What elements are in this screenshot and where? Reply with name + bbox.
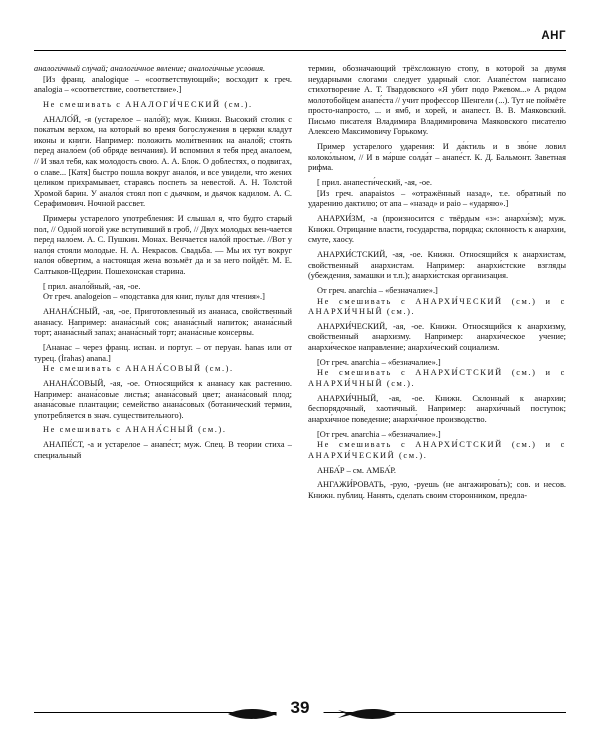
entry-paragraph: Примеры устарелого употребления: И слышал я, что будто старый пол, // Одной ногой уже вступивший в гроб, // Двух молодых вен-чается перед нало́ем. А. С. Пушкин. Монах. Венчается нало́й простые. //Вот у нало́я стояли молодые. Н. А. Некрасов. Свадьба. — Мы их тут вокруг нало́я обвертим, а настоящая жена возьмёт да и за него пойдёт. М. Е. Салтыков-Щедрин. Пошехонская старина.: [34, 214, 292, 276]
etymology-note: [От греч. anarchia – «безначалие».]: [317, 357, 441, 367]
cross-reference: Не смешивать с АНАРХИ́СТСКИЙ (см.) и с АНАРХИ́ЧЕСКИЙ (см.).: [308, 440, 566, 460]
left-column: [34, 64, 292, 712]
page-number: 39: [277, 698, 324, 718]
entry-paragraph: термин, обозначающий трёхсложную стопу, в которой за двумя неударными слогами следует ударный слог. Анапе́стом написано стихотворение А. Т. Твардовского «Я убит подо Ржевом...» А рядом молотобойцем анапе́ста // учит профессор Шенгели (...). Тут не поймёте просто-напросто, ... и ямб, и хорей, и анапест. В. В. Маяковский. Письмо писателя Владимира Владимировича Маяковского писателю Алексею Максимовичу Горькому.: [308, 64, 566, 137]
etymology-note: От греч. anarchia – «безначалие».]: [317, 285, 438, 295]
entry-paragraph: Пример устарелого ударения: И да́ктиль и в зво́не ловил колоко́льном, // И в ма́рше солда́т – анапе́ст. К. Д. Бальмонт. Заветная рифма.: [308, 142, 566, 173]
right-column: [308, 64, 566, 712]
etymology-note: От греч. analogeion – «подставка для книг, пульт для чтения».]: [43, 292, 265, 302]
entry-paragraph: [Из франц. analogique – «соответствующий»; восходит к греч. analogia – «соответствие, соответствие».]: [34, 74, 292, 95]
cross-reference: Не смешивать с АНАРХИ́ЧЕСКИЙ (см.) и с АНАРХИ́ЧНЫЙ (см.).: [308, 296, 566, 317]
etymology-note: [От греч. anarchia – «безначалие».]: [317, 429, 441, 439]
entry-ananasnyy: АНАНА́СНЫЙ, -ая, -ое. Приготовленный из ананаса, свойственный ананасу. Например: анана́сный сок; анана́сный напиток; анана́сный торт; анана́сный запах; анана́сный торт; анана́сные консервы.: [34, 307, 292, 338]
entry-paragraph: [ прил. анало́йный, -ая, -ое.: [43, 281, 141, 291]
header-divider: [34, 50, 566, 51]
page-header: [34, 30, 566, 56]
cross-reference: Не смешивать с АНАНА́СОВЫЙ (см.).: [43, 364, 234, 374]
entry-anarhizm: АНАРХИ́ЗМ, -а (произносится с твёрдым «з»: анархи́зм); муж. Книжн. Отрицание власти, государства, порядка; склонность к анархии, смуте, хаосу.: [308, 214, 566, 245]
entry-ananasovyy: АНАНА́СОВЫЙ, -ая, -ое. Относящийся к ананасу как растению. Например: анана́совые листья; анана́совый цвет; анана́совый плод; анана́совые плантации; семейство анана́совых (ботанический термин, употребляется в знач. существительного).: [34, 378, 292, 420]
entry-anbar: АНБА́Р – см. АМБА́Р.: [317, 465, 397, 475]
etymology-note: [Из греч. anapaistos – «отражённый назад», т.е. обратный по ударению дактилю; от апа – «назад» и paio – «ударяю».]: [308, 188, 566, 209]
cross-reference: Не смешивать с АНАНА́СНЫЙ (см.).: [43, 425, 227, 435]
etymology-note: [Ананас – через франц. испан. и португ. – от перуан. hanas или от турец. (İrahas) anana.]: [34, 343, 292, 363]
entry-anarhichnyy: АНАРХИ́ЧНЫЙ, -ая, -ое. Книжн. Склонный к анархии; беспорядочный, хаотичный. Например: анархи́чный поступок; анархи́чное поведение; анархи́чное производство.: [308, 393, 566, 424]
entry-paragraph: аналоги́чный слу́чай; аналоги́чное явле́ние; аналоги́чные усло́вия.: [34, 64, 266, 73]
text-columns: [34, 64, 566, 712]
entry-angazhirovat: АНГАЖИ́РОВАТЬ, -рую, -руешь (не ангажирова́ть); сов. и несов. Книжн. публиц. Нанять, сделать своим сторонником, предла-: [308, 480, 566, 500]
cross-reference: Не смешивать с АНАЛОГИ́ЧЕСКИЙ (см.).: [43, 99, 253, 109]
page-footer: [34, 698, 566, 726]
entry-anarhicheskiy: АНАРХИ́ЧЕСКИЙ, -ая, -ое. Книжн. Относящийся к анархизму, свойственный анархизму. Например: анархи́ческое учение; анархи́ческое направление; анархи́ческий социализм.: [308, 321, 566, 352]
entry-anapest: АНАПЕ́СТ, -а и устарелое – анапе́ст; муж. Спец. В теории стиха – специальный: [34, 440, 292, 460]
entry-analoy: АНАЛО́Й, -я (устарелое – нало́й); муж. Книжн. Высокий столик с покатым верхом, на который во время богослужения в церкви кладут иконы и книги. Например: положить моли́твенник на анало́й; стоя́ть перед анало́ем (об обряде венчания). И вспомнил я тебя пред аналоем, // И звал тебя, как молодость свою. А. А. Блок. О доблестях, о подвигах, о славе... [Катя] быстро пошла вокруг анало́я, и все увидели, что жених целиком прихрамывает, стараясь поспеть за невестой. А. Н. Толстой Хромой барин. У анало́я стоял поп с дьячком, и дьячок кадилом. А. С. Серафимович. Ночной рассвет.: [34, 114, 292, 209]
cross-reference: Не смешивать с АНАРХИ́СТСКИЙ (см.) и с АНАРХИ́ЧНЫЙ (см.).: [308, 368, 566, 388]
running-head: АНГ: [541, 30, 566, 42]
derived-form-note: [ прил. анапести́ческий, -ая, -ое.: [317, 178, 432, 188]
entry-anarhistskiy: АНАРХИ́СТСКИЙ, -ая, -ое. Книжн. Относящийся к анархистам, свойственный анархистам. Например: анархи́стские взгляды (убеждения, замашки и т.п.); анархи́стская организация.: [308, 250, 566, 281]
